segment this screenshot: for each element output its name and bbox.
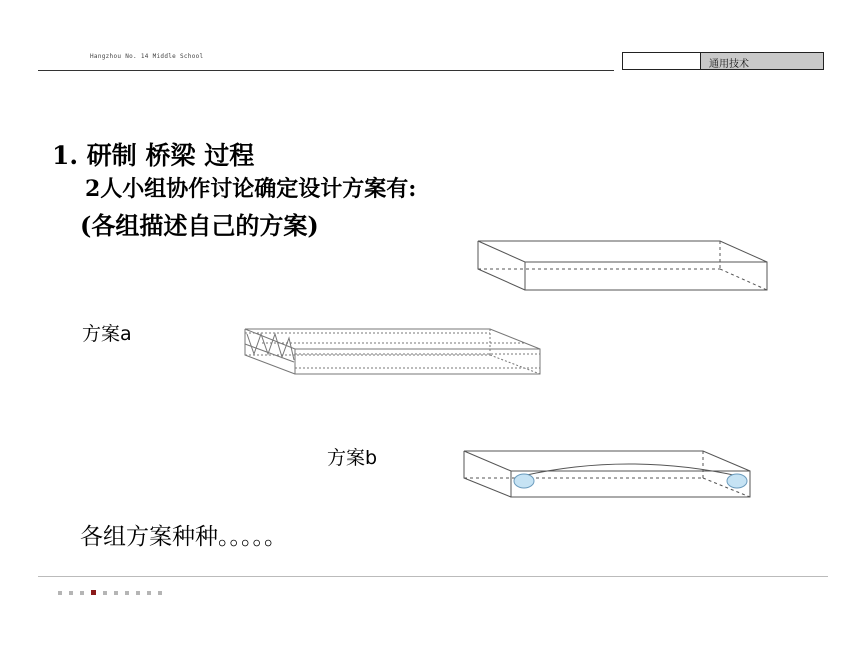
- slide-instruction: (各组描述自己的方案): [80, 211, 319, 240]
- scheme-a-label: 方案a: [82, 323, 132, 345]
- page-dot: [147, 591, 151, 595]
- footer-divider: [38, 576, 828, 577]
- slide-title: 1. 研制 桥梁 过程: [52, 141, 255, 170]
- left-support-ellipse: [514, 474, 534, 488]
- page-dot: [69, 591, 73, 595]
- page-dot: [136, 591, 140, 595]
- scheme-b-label: 方案b: [327, 447, 378, 469]
- page-dot: [125, 591, 129, 595]
- page-dot: [158, 591, 162, 595]
- page-indicator: [58, 590, 162, 595]
- page-dot: [114, 591, 118, 595]
- plain-box-diagram: [478, 241, 767, 290]
- arch-box-diagram: [464, 451, 750, 497]
- summary-text: 各组方案种种。。。。。: [80, 524, 287, 550]
- slide-subtitle: 2人小组协作讨论确定设计方案有:: [85, 176, 417, 202]
- truss-box-diagram: [245, 329, 540, 374]
- course-label: 通用技术: [709, 59, 749, 70]
- page-dot-current: [91, 590, 96, 595]
- school-name: Hangzhou No. 14 Middle School: [90, 53, 204, 60]
- right-support-ellipse: [727, 474, 747, 488]
- page-dot: [80, 591, 84, 595]
- page-dot: [58, 591, 62, 595]
- page-dot: [103, 591, 107, 595]
